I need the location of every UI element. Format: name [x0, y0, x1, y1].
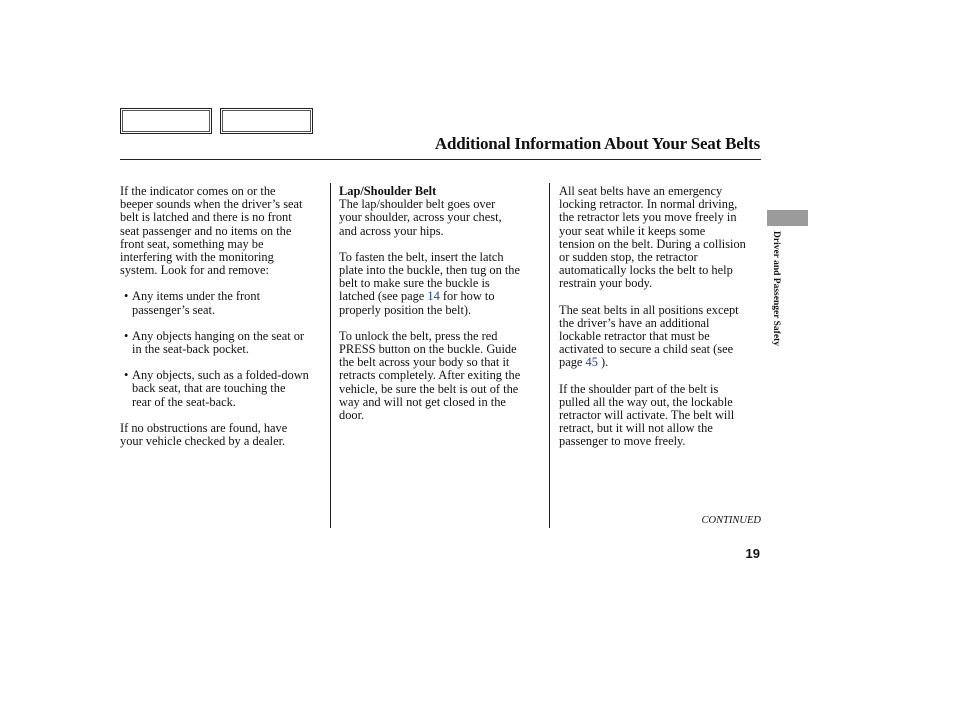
page-title: Additional Information About Your Seat Belts [434, 134, 760, 153]
column-3 [559, 185, 763, 462]
section-tab [767, 210, 808, 226]
bullet-icon: • [124, 368, 129, 383]
lap-shoulder-paragraph: Lap/Shoulder Belt The lap/shoulder belt goes over your shoulder, across your chest, and across your hips. [339, 185, 543, 238]
page-number: 19 [745, 546, 760, 561]
column-divider [330, 183, 331, 528]
title-rule [120, 159, 761, 160]
fasten-paragraph: To fasten the belt, insert the latch plate into the buckle, then tug on the belt to make sure the buckle is latched (see page 14 for how to properly position the belt). [339, 249, 520, 317]
column-2 [339, 185, 543, 435]
shoulder-belt-paragraph: If the shoulder part of the belt is pulled all the way out, the lockable retractor will activate. The belt will retract, but it will not allow the passenger to move freely. [559, 381, 735, 449]
bullet-icon: • [124, 289, 129, 304]
continued-label: CONTINUED [701, 515, 761, 526]
nav-button-main-menu[interactable] [120, 108, 212, 134]
unlock-paragraph: To unlock the belt, press the red PRESS button on the buckle. Guide the belt across your body so that it retracts completely. After exiting the vehicle, be sure the belt is out of the way and will not get closed in the door. [339, 328, 521, 423]
lockable-retractor-paragraph: The seat belts in all positions except the driver’s have an additional lockable retractor that must be activated to secure a child seat (see page 45 ). [559, 302, 739, 370]
bullet-item: • Any objects hanging on the seat or in the seat-back pocket. [124, 328, 305, 357]
closing-paragraph: If no obstructions are found, have your vehicle checked by a dealer. [120, 420, 288, 449]
section-heading: Lap/Shoulder Belt [339, 184, 437, 198]
bullet-icon: • [124, 328, 129, 343]
section-label: Driver and Passenger Safety [771, 231, 781, 346]
retractor-paragraph: All seat belts have an emergency locking retractor. In normal driving, the retractor lets you move freely in your seat while it keeps some tension on the belt. During a collision or sudden stop, the retractor automatically locks the belt to help restrain your body. [559, 184, 746, 291]
column-divider [549, 183, 550, 528]
page-link-45[interactable]: 45 [585, 355, 598, 370]
column-1 [120, 185, 324, 461]
nav-button-table-of-contents[interactable] [220, 108, 313, 134]
intro-paragraph: If the indicator comes on or the beeper sounds when the driver’s seat belt is latched and there is no front seat passenger and no items on the front seat, something may be interfering with the monitoring system. Look for and remove: [120, 184, 303, 278]
bullet-item: • Any objects, such as a folded-down back seat, that are touching the rear of the seat-back. [124, 368, 309, 409]
bullet-item: • Any items under the front passenger’s seat. [124, 289, 261, 317]
page-link-14[interactable]: 14 [427, 289, 440, 304]
